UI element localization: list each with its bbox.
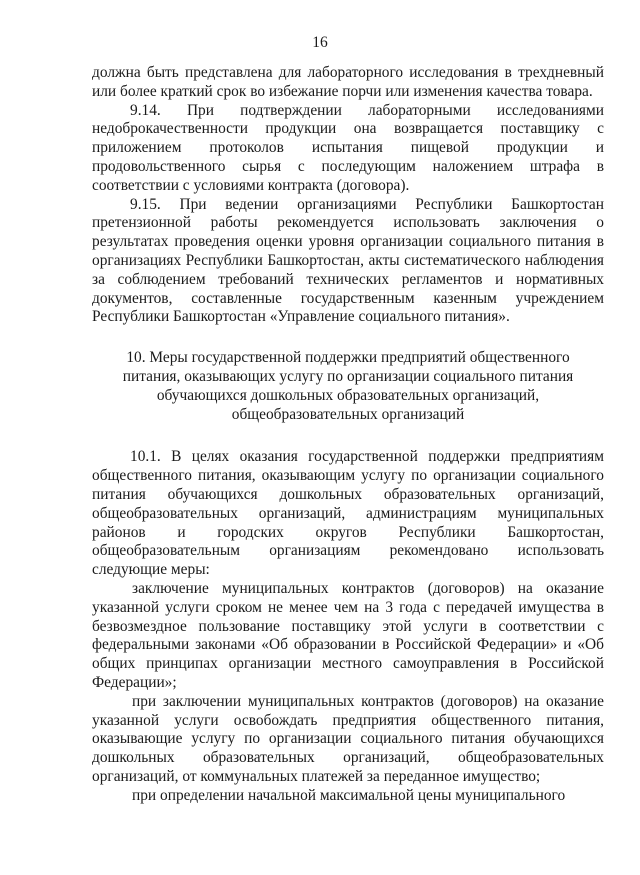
section-heading: 10. Меры государственной поддержки предприятий общественного питания, оказывающих услугу по организации социального питания обучающихся дошкольных образовательных организаций, общеобразовательных организаций [122, 349, 574, 423]
paragraph-9-15: 9.15. При ведении организациями Республики Башкортостан претензионной работы рекомендуется использовать заключения о результатах проведения оценки уровня организации социального питания в организациях Республики Башкортостан, акты систематического наблюдения за соблюдением требований технических регламентов и нормативных документов, составленные государственным казенным учреждением Республики Башкортостан «Управление социального питания». [92, 195, 604, 326]
paragraph-continuation: должна быть представлена для лабораторного исследования в трехдневный или более краткий срок во избежание порчи или изменения качества товара. [92, 64, 604, 100]
paragraph-10-1: 10.1. В целях оказания государственной поддержки предприятиям общественного питания, оказывающим услугу по организации социального питания обучающихся дошкольных образовательных организаций, общеобразовательных организаций, администрациям муниципальных районов и городских округов Республики Башкортостан, общеобразовательным организациям рекомендовано использовать следующие меры: [92, 448, 604, 579]
paragraph-9-14: 9.14. При подтверждении лабораторными исследованиями недоброкачественности продукции она возвращается поставщику с приложением протоколов испытания пищевой продукции и продовольственного сырья с последующим наложением штрафа в соответствии с условиями контракта (договора). [92, 101, 604, 194]
list-item: при определении начальной максимальной цены муниципального [132, 786, 566, 804]
list-item: при заключении муниципальных контрактов (договоров) на оказание указанной услуги освобождать предприятия общественного питания, оказывающие услугу по организации социального питания обучающихся дошкольных образовательных организаций, общеобразовательных организаций, от коммунальных платежей за переданное имущество; [92, 692, 604, 785]
list-item: заключение муниципальных контрактов (договоров) на оказание указанной услуги сроком не менее чем на 3 года с передачей имущества в безвозмездное пользование поставщику этой услуги в соответствии с федеральными законами «Об образовании в Российской Федерации» и «Об общих принципах организации местного самоуправления в Российской Федерации»; [92, 579, 604, 691]
page-number: 16 [312, 34, 328, 51]
document-body [92, 64, 604, 805]
